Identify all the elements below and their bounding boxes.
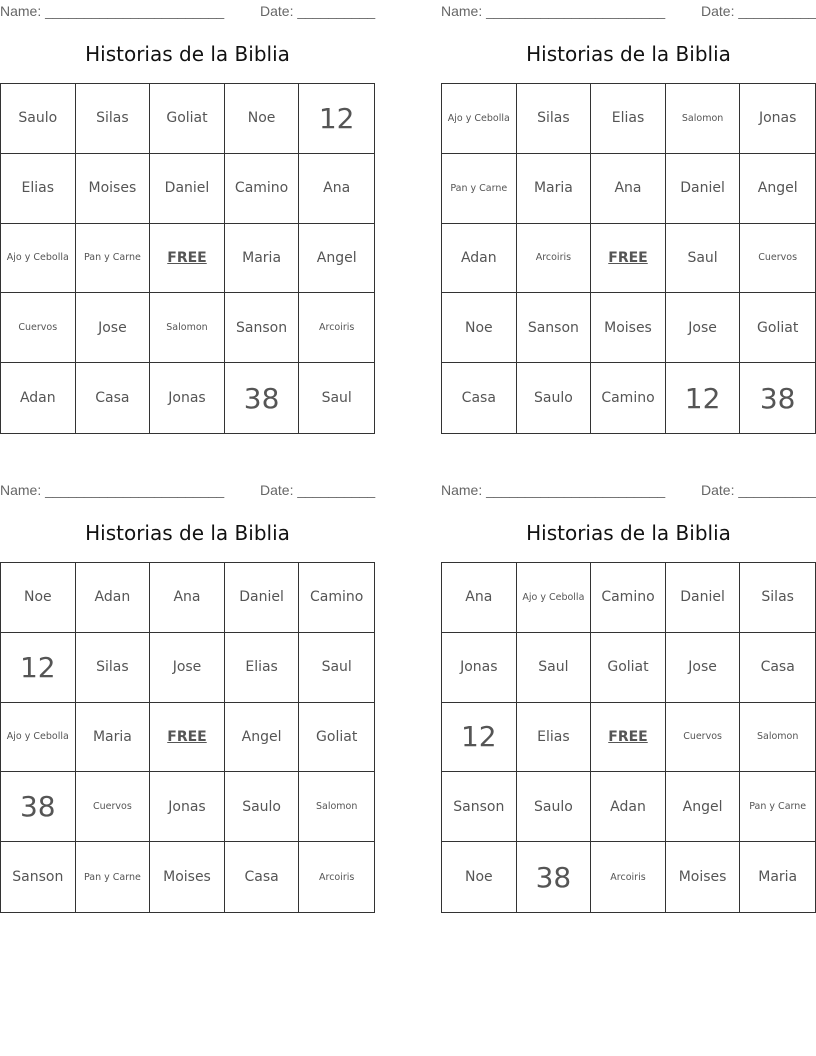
bingo-cell: 38 <box>1 772 76 842</box>
bingo-cell: Saulo <box>225 772 300 842</box>
bingo-cell: Casa <box>225 842 300 912</box>
bingo-cell: Pan y Carne <box>740 772 815 842</box>
free-space: FREE <box>150 703 225 773</box>
bingo-cell: Ana <box>442 563 517 633</box>
bingo-cell: Pan y Carne <box>76 842 151 912</box>
bingo-cell: Goliat <box>150 84 225 154</box>
bingo-cell: Sanson <box>225 293 300 363</box>
bingo-cell: Cuervos <box>740 224 815 294</box>
bingo-grid <box>0 83 375 434</box>
card-header <box>441 3 816 19</box>
bingo-cell: Camino <box>591 563 666 633</box>
bingo-cell: Noe <box>225 84 300 154</box>
bingo-cell: Saul <box>321 390 352 407</box>
bingo-cell: Angel <box>740 154 815 224</box>
bingo-cell: Jose <box>666 633 741 703</box>
bingo-cell: Jonas <box>150 772 225 842</box>
bingo-cell: Cuervos <box>76 772 151 842</box>
bingo-cell: Arcoiris <box>517 224 592 294</box>
bingo-cell: Arcoiris <box>299 293 374 363</box>
bingo-cell: Noe <box>1 563 76 633</box>
bingo-cell: Jonas <box>442 633 517 703</box>
bingo-cell: Silas <box>76 633 151 703</box>
card-title: Historias de la Biblia <box>85 42 290 66</box>
bingo-grid <box>441 83 816 434</box>
bingo-cell: Moises <box>76 154 151 224</box>
bingo-cell: Camino <box>591 363 666 433</box>
name-field-label: Name: _______________________ <box>441 3 666 19</box>
bingo-cell: 38 <box>225 363 300 433</box>
bingo-cell: Maria <box>225 224 300 294</box>
bingo-cell: Cuervos <box>666 703 741 773</box>
bingo-cell: Noe <box>442 842 517 912</box>
bingo-cell: Pan y Carne <box>442 154 517 224</box>
bingo-cell: Moises <box>591 293 666 363</box>
bingo-cell: Camino <box>299 563 374 633</box>
bingo-cell: Daniel <box>666 154 741 224</box>
bingo-cell: 12 <box>1 633 76 703</box>
bingo-cell: Elias <box>591 84 666 154</box>
bingo-cell: Jonas <box>150 363 225 433</box>
date-field-label: Date: __________ <box>701 3 816 19</box>
bingo-cell: Pan y Carne <box>76 224 151 294</box>
bingo-cell: Ana <box>150 563 225 633</box>
bingo-cell: Jose <box>666 293 741 363</box>
card-header <box>441 482 816 498</box>
bingo-cell: Adan <box>76 563 151 633</box>
bingo-cell: Camino <box>225 154 300 224</box>
bingo-cell: Jose <box>150 633 225 703</box>
date-field-label: Date: __________ <box>260 3 376 19</box>
date-field-label: Date: __________ <box>260 482 376 498</box>
card-title: Historias de la Biblia <box>526 521 731 545</box>
bingo-cell: Ajo y Cebolla <box>517 563 592 633</box>
bingo-cell: Salomon <box>666 84 741 154</box>
bingo-cell: Elias <box>1 154 76 224</box>
bingo-cell: Silas <box>76 84 151 154</box>
bingo-cell: Maria <box>758 869 798 886</box>
bingo-cell: Ana <box>299 154 374 224</box>
bingo-cell: Angel <box>666 772 741 842</box>
bingo-cell: Arcoiris <box>591 842 666 912</box>
card-title: Historias de la Biblia <box>85 521 290 545</box>
bingo-cell: 38 <box>517 842 592 912</box>
bingo-cell: Saul <box>666 224 741 294</box>
bingo-grid <box>441 562 816 913</box>
bingo-card-4 <box>441 479 816 909</box>
bingo-cell: Cuervos <box>1 293 76 363</box>
bingo-cell: Maria <box>76 703 151 773</box>
bingo-card-1 <box>0 0 375 430</box>
card-header <box>0 482 375 498</box>
bingo-cell: Sanson <box>517 293 592 363</box>
date-field-label: Date: __________ <box>701 482 816 498</box>
bingo-cell: Elias <box>517 703 592 773</box>
bingo-cell: Adan <box>442 224 517 294</box>
bingo-cell: Saulo <box>1 84 76 154</box>
bingo-cell: Jonas <box>740 84 815 154</box>
bingo-cell: Maria <box>517 154 592 224</box>
bingo-cell: 12 <box>299 84 374 154</box>
bingo-cell: Ajo y Cebolla <box>1 224 76 294</box>
bingo-cell: 38 <box>759 381 796 415</box>
bingo-cell: Saulo <box>517 772 592 842</box>
bingo-cell: Saul <box>299 633 374 703</box>
bingo-cell: Elias <box>225 633 300 703</box>
bingo-cell: Goliat <box>740 293 815 363</box>
bingo-cell: Adan <box>1 363 76 433</box>
bingo-cell: Daniel <box>150 154 225 224</box>
name-field-label: Name: _______________________ <box>0 3 225 19</box>
free-space: FREE <box>150 224 225 294</box>
card-header <box>0 3 375 19</box>
name-field-label: Name: _______________________ <box>0 482 225 498</box>
bingo-cell: Saul <box>517 633 592 703</box>
bingo-cell: Silas <box>740 563 815 633</box>
bingo-cell: Ana <box>591 154 666 224</box>
bingo-grid <box>0 562 375 913</box>
bingo-cell: Jose <box>76 293 151 363</box>
bingo-cell: Sanson <box>442 772 517 842</box>
bingo-cell: Ajo y Cebolla <box>442 84 517 154</box>
bingo-cell: 12 <box>442 703 517 773</box>
bingo-cell: Salomon <box>299 772 374 842</box>
bingo-cell: Goliat <box>299 703 374 773</box>
bingo-cell: Casa <box>76 363 151 433</box>
bingo-cell: Salomon <box>740 703 815 773</box>
bingo-cell: Adan <box>591 772 666 842</box>
bingo-cell: Casa <box>442 363 517 433</box>
bingo-cell: Noe <box>442 293 517 363</box>
bingo-cell: 12 <box>666 363 741 433</box>
bingo-cell: Salomon <box>150 293 225 363</box>
free-space: FREE <box>591 224 666 294</box>
bingo-cell: Moises <box>150 842 225 912</box>
bingo-cell: Goliat <box>591 633 666 703</box>
bingo-cell: Daniel <box>666 563 741 633</box>
bingo-cell: Angel <box>299 224 374 294</box>
bingo-cell: Ajo y Cebolla <box>1 703 76 773</box>
bingo-cell: Angel <box>225 703 300 773</box>
bingo-cell: Saulo <box>517 363 592 433</box>
bingo-cell: Daniel <box>225 563 300 633</box>
bingo-cell: Silas <box>517 84 592 154</box>
card-title: Historias de la Biblia <box>526 42 731 66</box>
bingo-cell: Moises <box>666 842 741 912</box>
free-space: FREE <box>591 703 666 773</box>
bingo-cell: Sanson <box>1 842 76 912</box>
bingo-cell: Arcoiris <box>319 871 355 883</box>
bingo-card-2 <box>441 0 816 430</box>
bingo-card-3 <box>0 479 375 909</box>
bingo-cell: Casa <box>740 633 815 703</box>
name-field-label: Name: _______________________ <box>441 482 666 498</box>
